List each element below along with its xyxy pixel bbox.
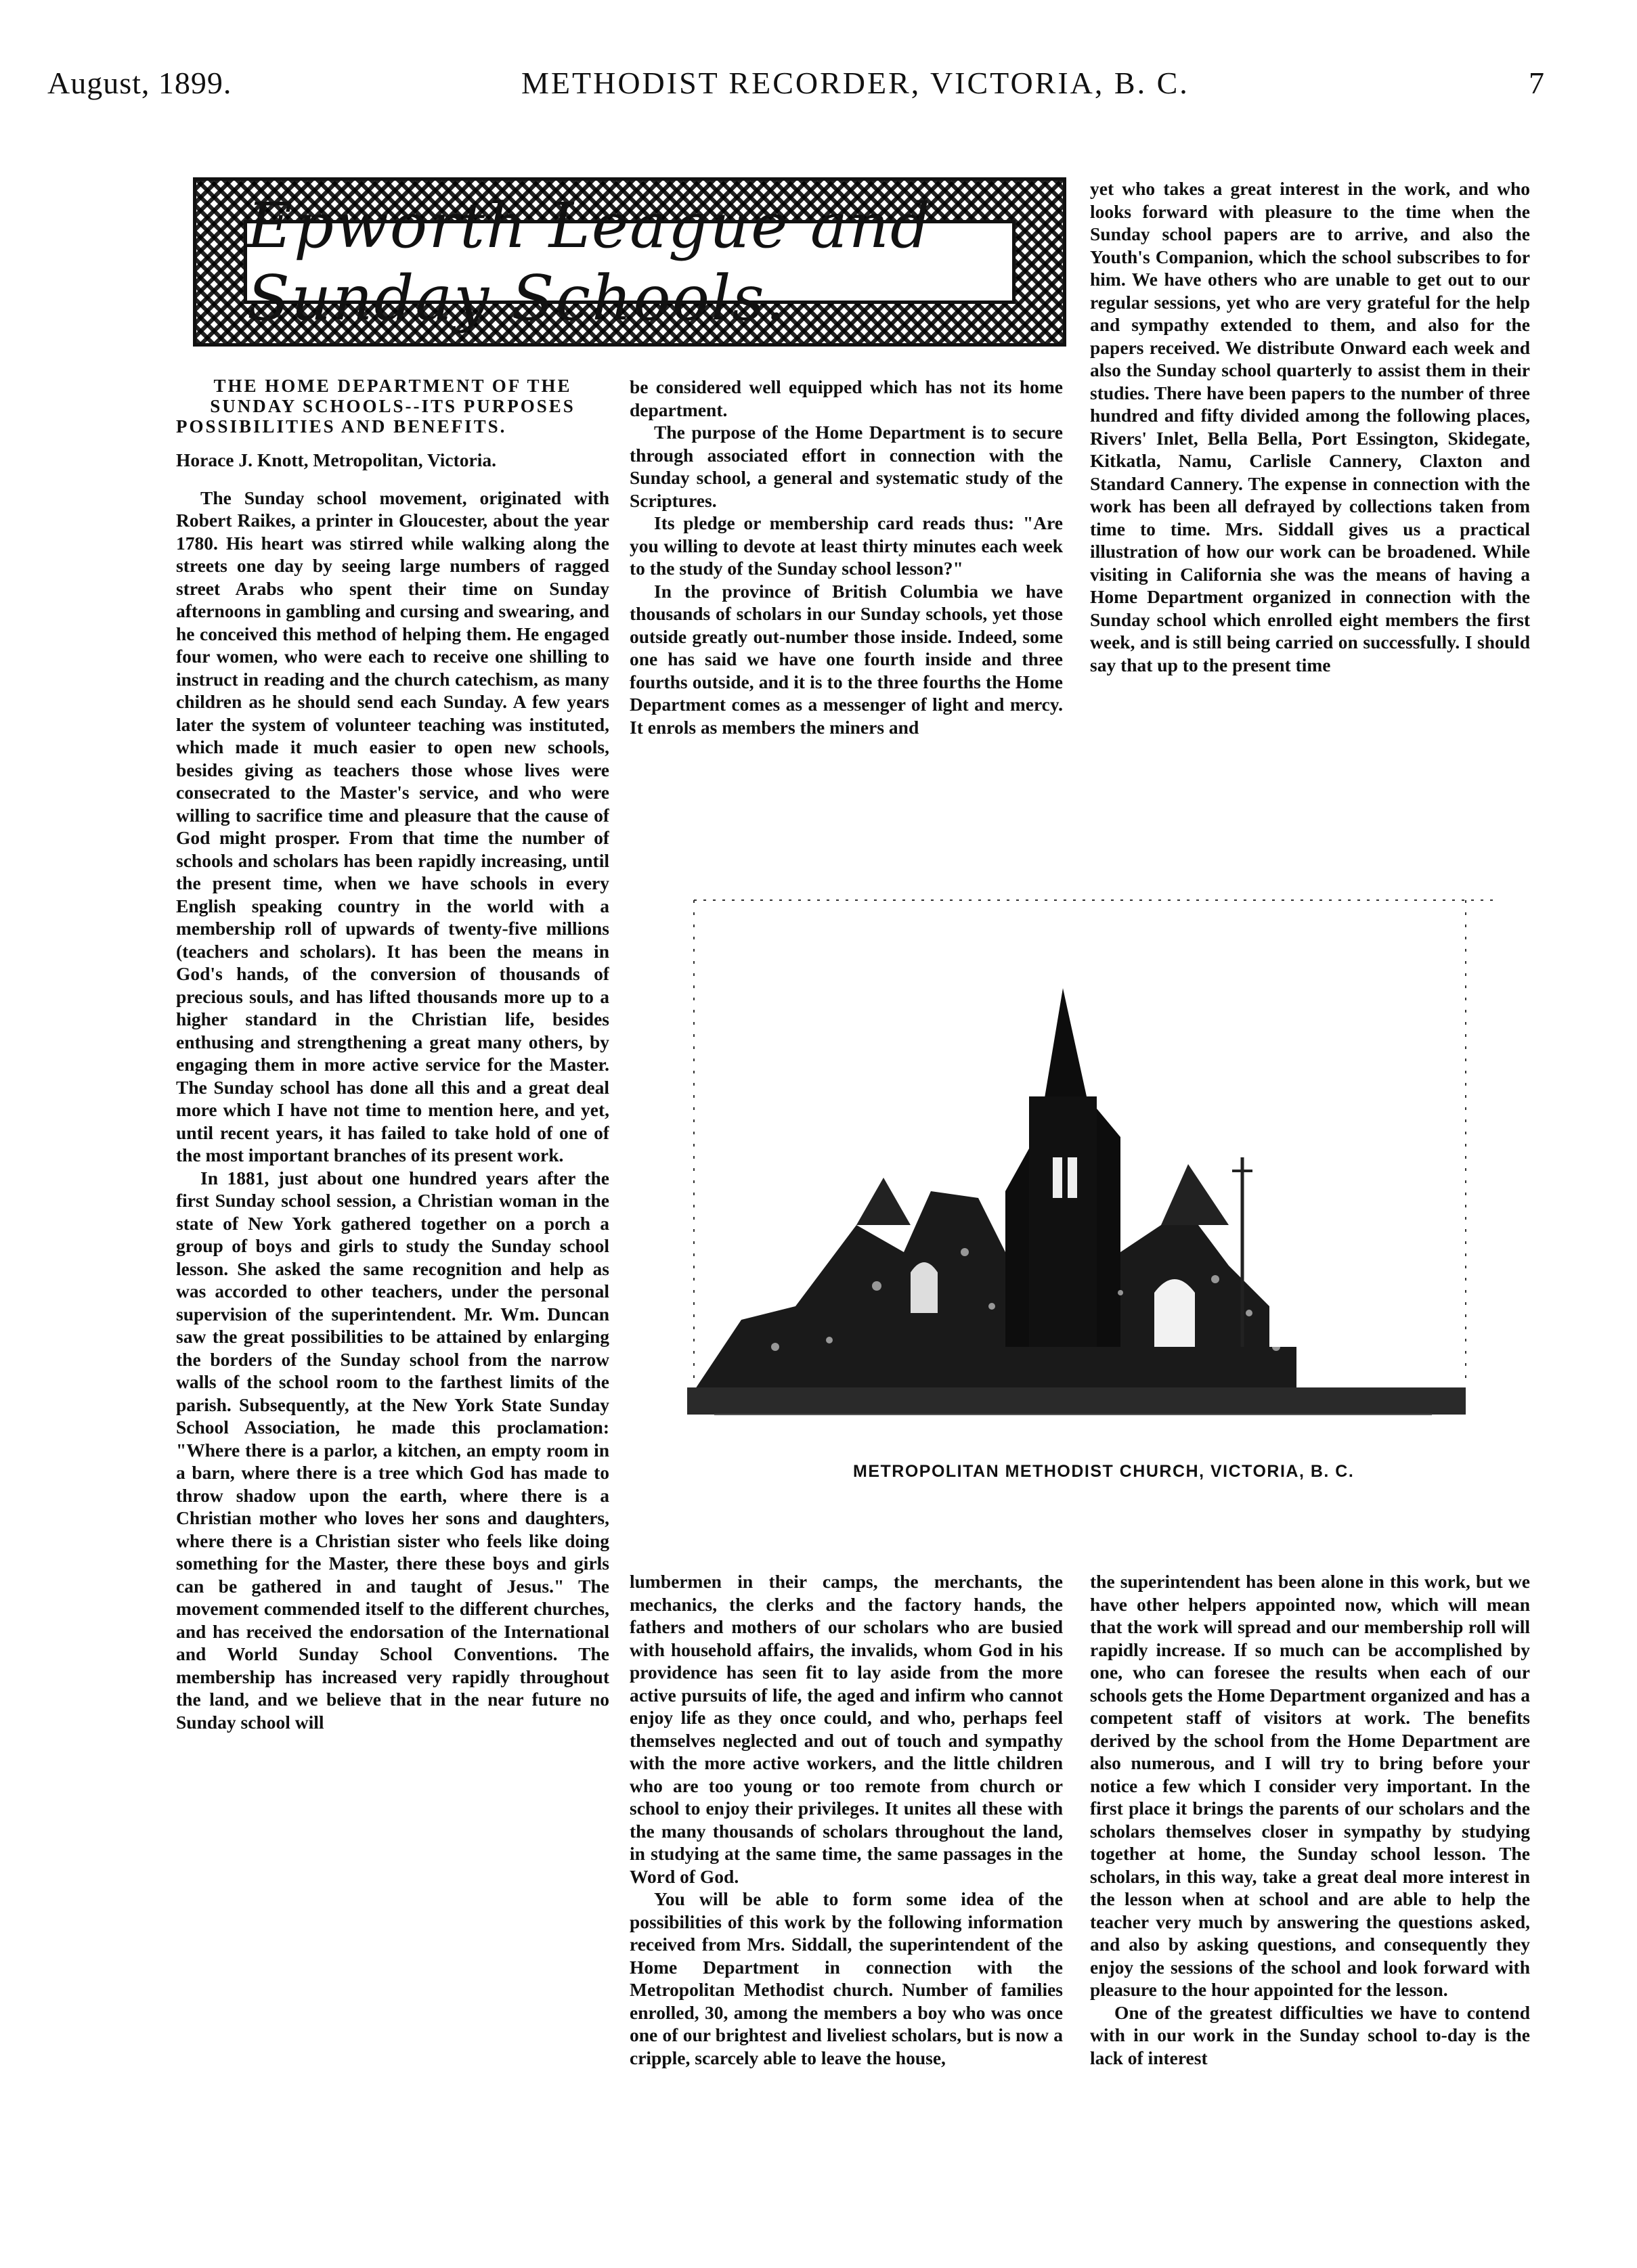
paragraph: The Sunday school movement, originated with Robert Raikes, a printer in Gloucester, about the year 1780. His heart was stirred while walking along the streets one day by seeing large numbers of ragged street Arabs who spent their time on Sunday afternoons in gambling and cursing and swearing, and he conceived this method of helping them. He engaged four women, who were each to receive one shilling to instruct in reading and the church catechism, as many children as he should send each Sunday. A few years later the system of volunteer teaching was instituted, which made it much easier to open new schools, besides giving as teachers those whose lives were consecrated to the Master's service, and who were willing to sacrifice time and pleasure that the cause of God might prosper. From that time the number of schools and scholars has been rapidly increasing, until the present time, when we have schools in every English speaking country in the world with a membership roll of upwards of twenty-five millions (teachers and scholars). It has been the means in God's hands, of the conversion of thousands of precious souls, and has lifted thousands more up to a higher standard in the Christian life, besides enthusing and strengthening a great many others, by engaging them in more active service for the Master. The Sunday school has done all this and a great deal more which I have not time to mention here, and yet, until recent years, it has failed to take hold of one of the most important branches of its present work.: [176, 487, 609, 1165]
column-2: [630, 376, 1063, 836]
paragraph: the superintendent has been alone in this work, but we have other helpers appointed now, which will mean that the work will spread and our membership roll will rapidly increase. If so much can be accomplished by one, who can foresee the results when each of our schools gets the Home Department organized and has a competent staff of visitors at work. The benefits derived by the school from the Home Department are also numerous, and I will try to bring before your notice a few which I consider very important. In the first place it brings the parents of our scholars and the scholars themselves closer in sympathy by studying together at home, the Sunday school lesson. The scholars, in this way, take a great deal more interest in the lesson when at school and are able to help the teacher very much by answering the questions asked, and also by asking questions, and consequently they enjoy the sessions of the school and look forward with pleasure to the hour appointed for the lesson.: [1090, 1571, 1530, 2000]
photo-caption: METROPOLITAN METHODIST CHURCH, VICTORIA, B. C.: [853, 1462, 1355, 1481]
paragraph: In 1881, just about one hundred years after the first Sunday school session, a Christian woman in the state of New York gathered together on a porch a group of boys and girls to study the Sunday school lesson. She asked the same recognition and help as was accorded to other teachers, under the personal supervision of the superintendent. Mr. Wm. Duncan saw the great possibilities to be attained by enlarging the borders of the Sunday school from the narrow walls of the school room to the farthest limits of the parish. Subsequently, at the New York State Sunday School Association, he made this proclamation: "Where there is a parlor, a kitchen, an empty room in a barn, where there is a tree which God has made to throw shadow upon the earth, where there is a Christian mother who loves her sons and daughters, where there is a Christian sister who feels like doing something for the Master, there these boys and girls can be gathered in and taught of Jesus." The movement commended itself to the different churches, and has received the endorsation of the International and World Sunday School Conventions. The membership has increased very rapidly throughout the land, and we believe that in the near future no Sunday school will: [176, 1167, 609, 1733]
paragraph: You will be able to form some idea of the possibilities of this work by the following information received from Mrs. Siddall, the superintendent of the Home Department in connection with the Metropolitan Methodist church. Number of families enrolled, 30, among the members a boy who was once one of our brightest and liveliest scholars, but is now a cripple, scarcely able to leave the house,: [630, 1888, 1063, 2068]
paragraph: One of the greatest difficulties we have to contend with in our work in the Sunday school to-day is the lack of interest: [1090, 2001, 1530, 2068]
section-banner-title: Epworth League and Sunday Schools.: [244, 220, 1016, 304]
church-photo: [687, 873, 1500, 1455]
paragraph: yet who takes a great interest in the work, and who looks forward with pleasure to the time when the Sunday school papers are to arrive, and also the Youth's Companion, which the school subscribes to for him. We have others who are unable to get out to our regular sessions, yet who are very grateful for the help and sympathy extended to them, and also for the papers received. We distribute Onward each week and also the Sunday school quarterly to assist them in their studies. There have been papers to the number of three hundred and fifty divided among the following places, Rivers' Inlet, Bella Bella, Port Essington, Skidegate, Kitkatla, Namu, Carlisle Cannery, Claxton and Standard Cannery. The expense in connection with the work has been all defrayed by collections taken from time to time. Mrs. Siddall gives us a practical illustration of how our work can be broadened. While visiting in California she was the means of having a Home Department organized in connection with the Sunday school which enrolled eight members the first week, and is still being carried on successfully. I should say that up to the present time: [1090, 178, 1530, 675]
header-date: August, 1899.: [47, 66, 232, 100]
article-byline: Horace J. Knott, Metropolitan, Victoria.: [176, 449, 497, 470]
column-1: [176, 376, 609, 2250]
paragraph: In the province of British Columbia we have thousands of scholars in our Sunday schools, yet those outside greatly out-number those inside. Indeed, some one has said we have one fourth inside and three fourths outside, and it is to the three fourths the Home Department comes as a messenger of light and mercy. It enrols as members the miners and: [630, 580, 1063, 738]
paragraph: be considered well equipped which has not its home department.: [630, 376, 1063, 420]
column-4: [630, 1570, 1063, 2250]
article-headline: THE HOME DEPARTMENT OF THE SUNDAY SCHOOLS--ITS PURPOSES POSSIBILITIES AND BENEFITS.: [176, 376, 575, 437]
paragraph: The purpose of the Home Department is to secure through associated effort in connection with the Sunday school, a general and systematic study of the Scriptures.: [630, 422, 1063, 511]
paragraph: Its pledge or membership card reads thus: "Are you willing to devote at least thirty minutes each week to the study of the Sunday school lesson?": [630, 512, 1063, 579]
column-3: [1090, 177, 1530, 834]
church-illustration: [687, 873, 1500, 1455]
section-banner: [193, 177, 1066, 347]
column-5: [1090, 1570, 1530, 2250]
page-number: 7: [1529, 66, 1545, 100]
paragraph: lumbermen in their camps, the merchants, the mechanics, the clerks and the factory hands, the fathers and mothers of our scholars who are busied with household affairs, the invalids, whom God in his providence has seen fit to lay aside from the more active pursuits of life, the aged and infirm who cannot enjoy life as they once could, and who, perhaps feel themselves neglected and out of touch and sympathy with the more active workers, and the little children who are too young or too remote from church or school to enjoy their privileges. It unites all these with the many thousands of scholars throughout the land, in studying at the same time, the same passages in the Word of God.: [630, 1571, 1063, 1887]
header-title: METHODIST RECORDER, VICTORIA, B. C.: [521, 66, 1189, 100]
